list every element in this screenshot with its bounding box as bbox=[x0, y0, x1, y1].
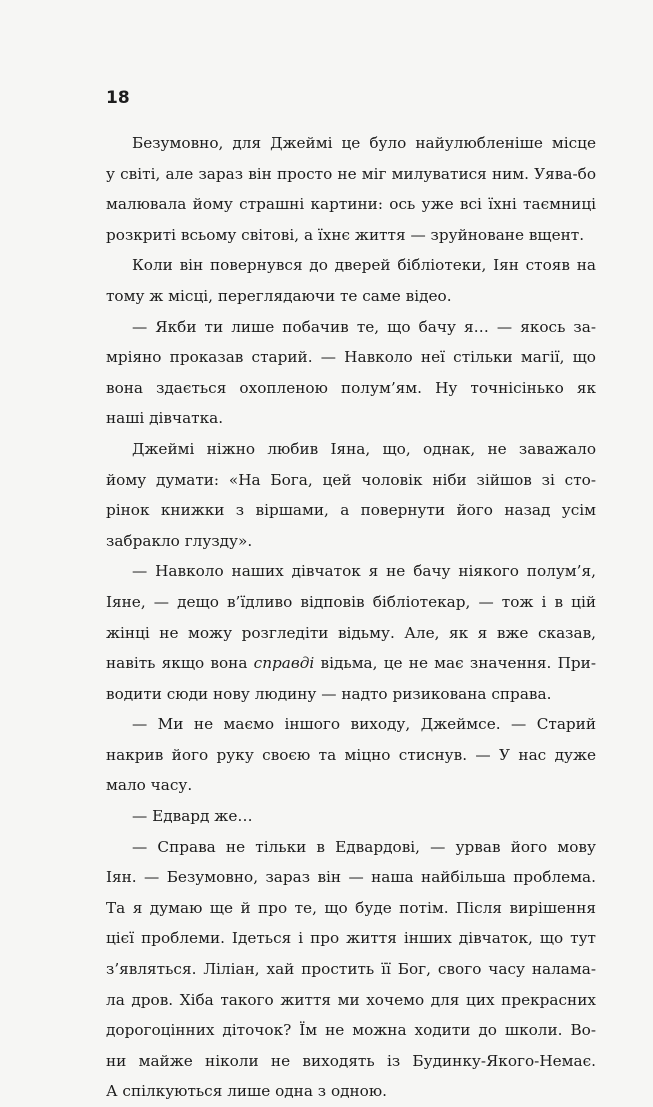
body-text bbox=[106, 128, 596, 1107]
text-line: мало часу. bbox=[106, 776, 193, 795]
text-line: тому ж місці, переглядаючи те саме відео. bbox=[106, 286, 452, 305]
emphasized-word: справді bbox=[253, 654, 315, 673]
text-line: накрив його руку своєю та міцно стиснув. — У нас дуже bbox=[106, 745, 596, 764]
text-segment: навіть якщо вона bbox=[106, 654, 254, 673]
text-line: цієї проблеми. Ідеться і про життя інших дівчаток, що тут bbox=[106, 929, 596, 948]
page-number: 18 bbox=[106, 88, 130, 108]
text-line: наші дівчатка. bbox=[106, 409, 224, 428]
text-line: йому думати: «На Бога, цей чоловік ніби зійшов зі сто- bbox=[106, 470, 596, 489]
text-line: ни майже ніколи не виходять із Будинку-Якого-Немає. bbox=[106, 1051, 596, 1070]
text-line: — Едвард же… bbox=[132, 807, 253, 826]
text-line: вона здається охопленою полум’ям. Ну точнісінько як bbox=[106, 378, 596, 397]
text-line: водити сюди нову людину — надто ризикована справа. bbox=[106, 684, 552, 703]
text-line: — Справа не тільки в Едвардові, — урвав його мову bbox=[132, 837, 596, 856]
text-line bbox=[106, 648, 596, 679]
text-line: дорогоцінних діточок? Їм не можна ходити до школи. Во- bbox=[106, 1021, 596, 1040]
text-line: жінці не можу розгледіти відьму. Але, як я вже сказав, bbox=[106, 623, 596, 642]
text-line: рінок книжки з віршами, а повернути його назад усім bbox=[106, 501, 596, 520]
text-line: Іяне, — дещо в’їдливо відповів бібліотекар, — тож і в цій bbox=[106, 592, 596, 611]
text-line: мріяно проказав старий. — Навколо неї стільки магії, що bbox=[106, 348, 596, 367]
text-line: А спілкуються лише одна з одною. bbox=[106, 1082, 387, 1101]
text-segment: відьма, це не має значення. При- bbox=[314, 654, 596, 673]
text-line: з’являться. Ліліан, хай простить її Бог, свого часу налама- bbox=[106, 960, 596, 979]
text-line: Та я думаю ще й про те, що буде потім. Після вирішення bbox=[106, 898, 596, 917]
text-line: у світі, але зараз він просто не міг милуватися ним. Уява-бо bbox=[106, 164, 596, 183]
text-line: Джеймі ніжно любив Іяна, що, однак, не заважало bbox=[132, 439, 596, 458]
text-line: Іян. — Безумовно, зараз він — наша найбільша проблема. bbox=[106, 868, 596, 887]
text-line: — Якби ти лише побачив те, що бачу я… — якось за- bbox=[132, 317, 596, 336]
text-line: ла дров. Хіба такого життя ми хочемо для цих прекрасних bbox=[106, 990, 596, 1009]
text-line: — Ми не маємо іншого виходу, Джеймсе. — Старий bbox=[132, 715, 596, 734]
text-line: Безумовно, для Джеймі це було найулюбленіше місце bbox=[132, 134, 596, 152]
text-line: розкриті всьому світові, а їхнє життя — зруйноване вщент. bbox=[106, 225, 585, 244]
text-line: малювала йому страшні картини: ось уже всі їхні таємниці bbox=[106, 195, 596, 214]
text-line: забракло глузду». bbox=[106, 531, 253, 550]
text-line: Коли він повернувся до дверей бібліотеки, Іян стояв на bbox=[132, 256, 596, 275]
text-line: — Навколо наших дівчаток я не бачу ніякого полум’я, bbox=[132, 562, 596, 581]
